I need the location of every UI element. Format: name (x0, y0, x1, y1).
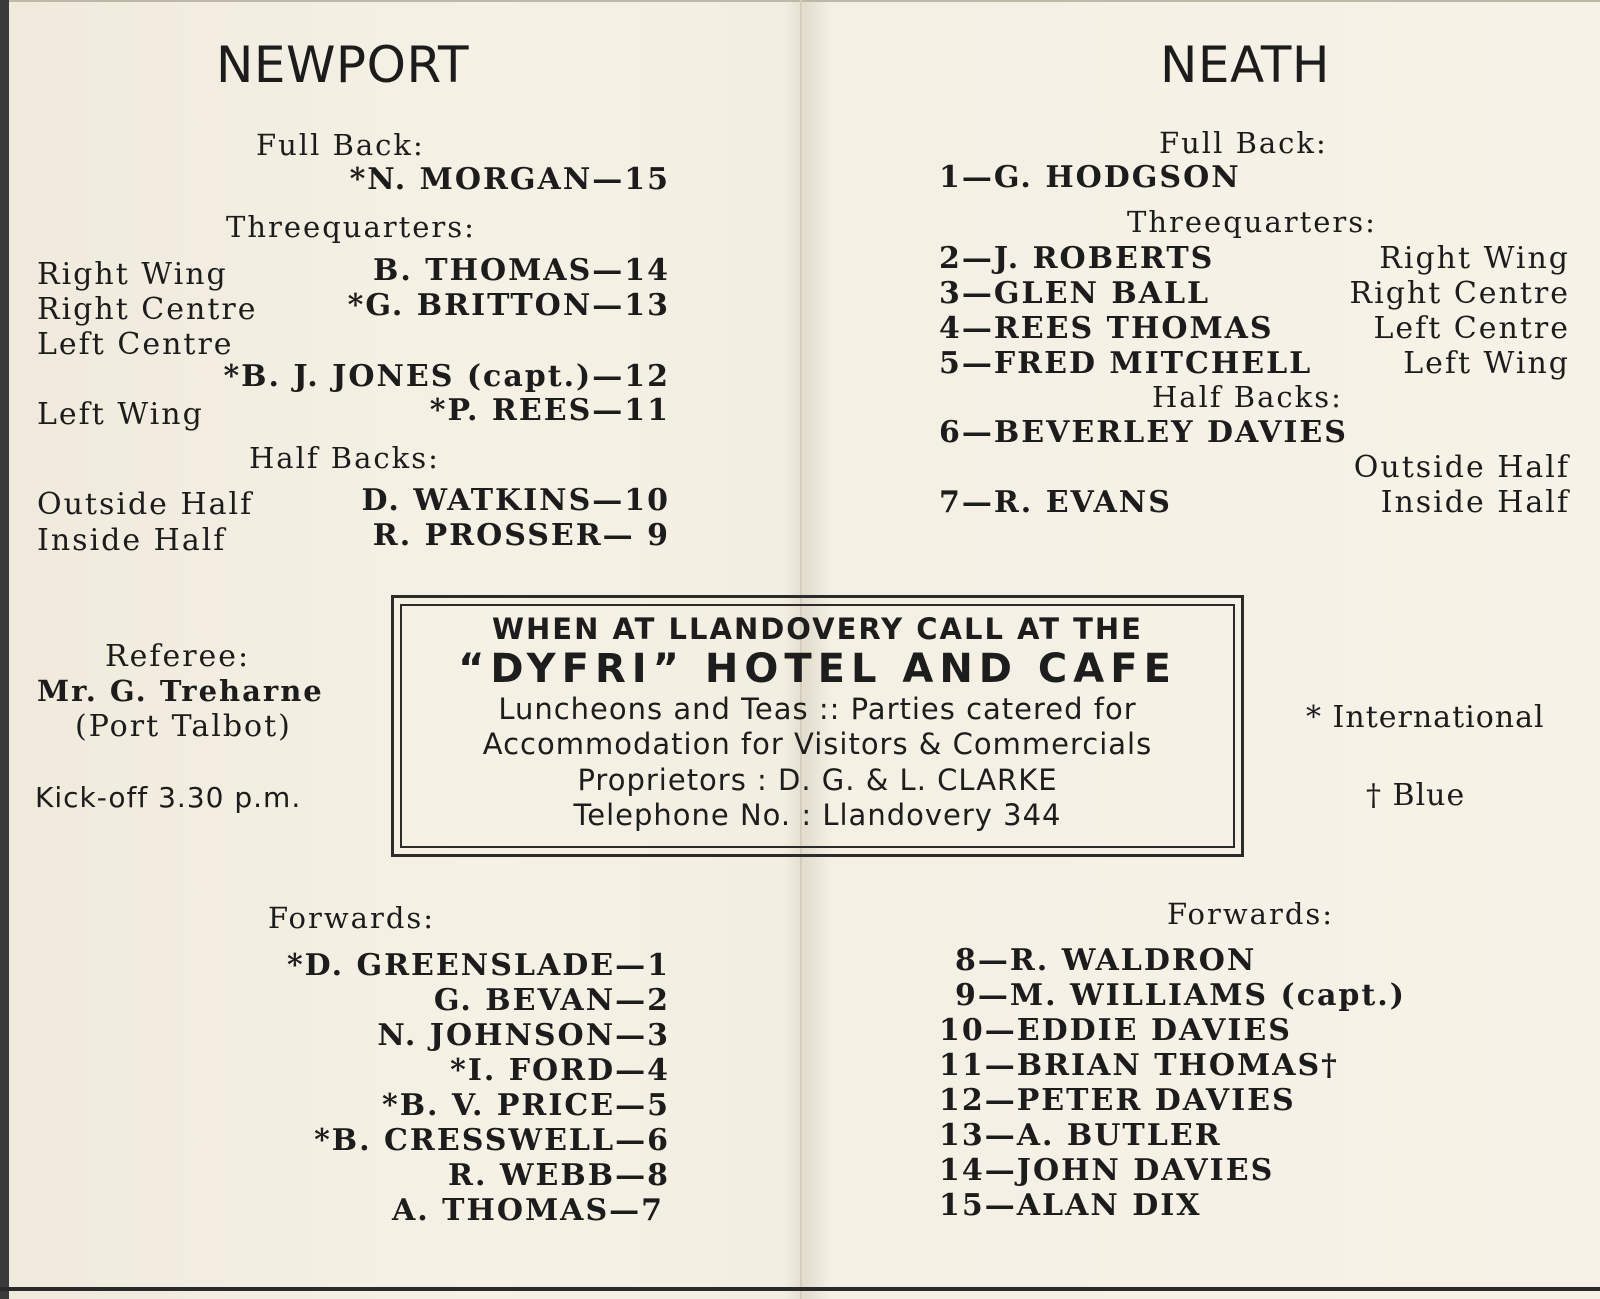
newport-forwards-label: Forwards: (268, 901, 436, 935)
newport-forward-player: *B. V. PRICE—5 (382, 1088, 670, 1123)
neath-half-back-player: 7—R. EVANS (939, 485, 1172, 520)
newport-right-centre-player: *G. BRITTON—13 (347, 288, 670, 323)
newport-left-wing-player: *P. REES—11 (429, 393, 670, 428)
neath-forward-player: 11—BRIAN THOMAS† (939, 1048, 1339, 1083)
page-edge-left (0, 0, 9, 1299)
neath-threequarter-position: Left Wing (1403, 346, 1570, 381)
newport-inside-half-position: Inside Half (37, 523, 227, 558)
neath-threequarter-position: Left Centre (1373, 311, 1570, 346)
newport-left-centre-player: *B. J. JONES (capt.)—12 (223, 359, 670, 394)
neath-threequarters-label: Threequarters: (1127, 205, 1377, 239)
newport-inside-half-player: R. PROSSER— 9 (372, 518, 670, 553)
neath-half-backs-label: Half Backs: (1152, 380, 1343, 414)
newport-forward-player: A. THOMAS—7 (392, 1193, 664, 1228)
neath-forward-player: 13—A. BUTLER (939, 1118, 1222, 1153)
neath-threequarter-position: Right Centre (1349, 276, 1570, 311)
neath-forward-player: 14—JOHN DAVIES (939, 1153, 1275, 1188)
neath-threequarter-player: 4—REES THOMAS (939, 311, 1274, 346)
neath-forward-player: 9—M. WILLIAMS (capt.) (955, 978, 1406, 1013)
newport-right-wing-player: B. THOMAS—14 (373, 253, 670, 288)
newport-forward-player: *I. FORD—4 (450, 1053, 670, 1088)
neath-full-back-label: Full Back: (1159, 126, 1328, 160)
kickoff-time: Kick-off 3.30 p.m. (35, 781, 302, 814)
neath-threequarter-player: 2—J. ROBERTS (939, 241, 1215, 276)
advert-proprietors: Proprietors : D. G. & L. CLARKE (577, 763, 1058, 797)
blue-key: † Blue (1366, 778, 1466, 813)
newport-team-title: NEWPORT (216, 36, 470, 94)
neath-inside-half-position: Inside Half (1380, 485, 1570, 520)
neath-outside-half-position: Outside Half (1353, 450, 1570, 485)
advert-headline: WHEN AT LLANDOVERY CALL AT THE (492, 612, 1143, 646)
advert-telephone: Telephone No. : Llandovery 344 (573, 798, 1062, 832)
newport-right-centre-position: Right Centre (37, 292, 258, 327)
neath-forward-player: 10—EDDIE DAVIES (939, 1013, 1292, 1048)
newport-left-wing-position: Left Wing (37, 397, 204, 432)
newport-right-wing-position: Right Wing (37, 257, 228, 292)
neath-forward-player: 12—PETER DAVIES (939, 1083, 1296, 1118)
page-edge-bottom (0, 1287, 1600, 1291)
advert-hotel-name: “DYFRI” HOTEL AND CAFE (458, 646, 1177, 692)
neath-team-title: NEATH (1160, 36, 1330, 94)
newport-full-back-player: *N. MORGAN—15 (349, 162, 670, 197)
advert-services: Luncheons and Teas :: Parties catered for (498, 692, 1137, 726)
newport-forward-player: N. JOHNSON—3 (377, 1018, 670, 1053)
neath-forward-player: 15—ALAN DIX (939, 1188, 1202, 1223)
neath-threequarter-player: 3—GLEN BALL (939, 276, 1211, 311)
referee-name: Mr. G. Treharne (37, 674, 324, 708)
neath-forwards-label: Forwards: (1167, 897, 1335, 931)
referee-label: Referee: (105, 639, 251, 674)
international-key: * International (1306, 700, 1545, 735)
newport-forward-player: *B. CRESSWELL—6 (314, 1123, 670, 1158)
neath-full-back-player: 1—G. HODGSON (939, 160, 1241, 195)
newport-left-centre-position: Left Centre (37, 327, 234, 362)
newport-full-back-label: Full Back: (256, 128, 425, 162)
newport-threequarters-label: Threequarters: (226, 210, 476, 244)
neath-half-back-player: 6—BEVERLEY DAVIES (939, 415, 1348, 450)
neath-threequarter-player: 5—FRED MITCHELL (939, 346, 1313, 381)
newport-forward-player: *D. GREENSLADE—1 (286, 948, 670, 983)
neath-forward-player: 8—R. WALDRON (955, 943, 1257, 978)
neath-threequarter-position: Right Wing (1379, 241, 1570, 276)
newport-forward-player: G. BEVAN—2 (433, 983, 670, 1018)
referee-town: (Port Talbot) (75, 709, 292, 744)
newport-outside-half-position: Outside Half (37, 487, 254, 522)
newport-outside-half-player: D. WATKINS—10 (361, 483, 670, 518)
newport-forward-player: R. WEBB—8 (448, 1158, 670, 1193)
newport-half-backs-label: Half Backs: (249, 441, 440, 475)
hotel-advert-box (391, 595, 1244, 857)
advert-accommodation: Accommodation for Visitors & Commercials (482, 727, 1153, 761)
